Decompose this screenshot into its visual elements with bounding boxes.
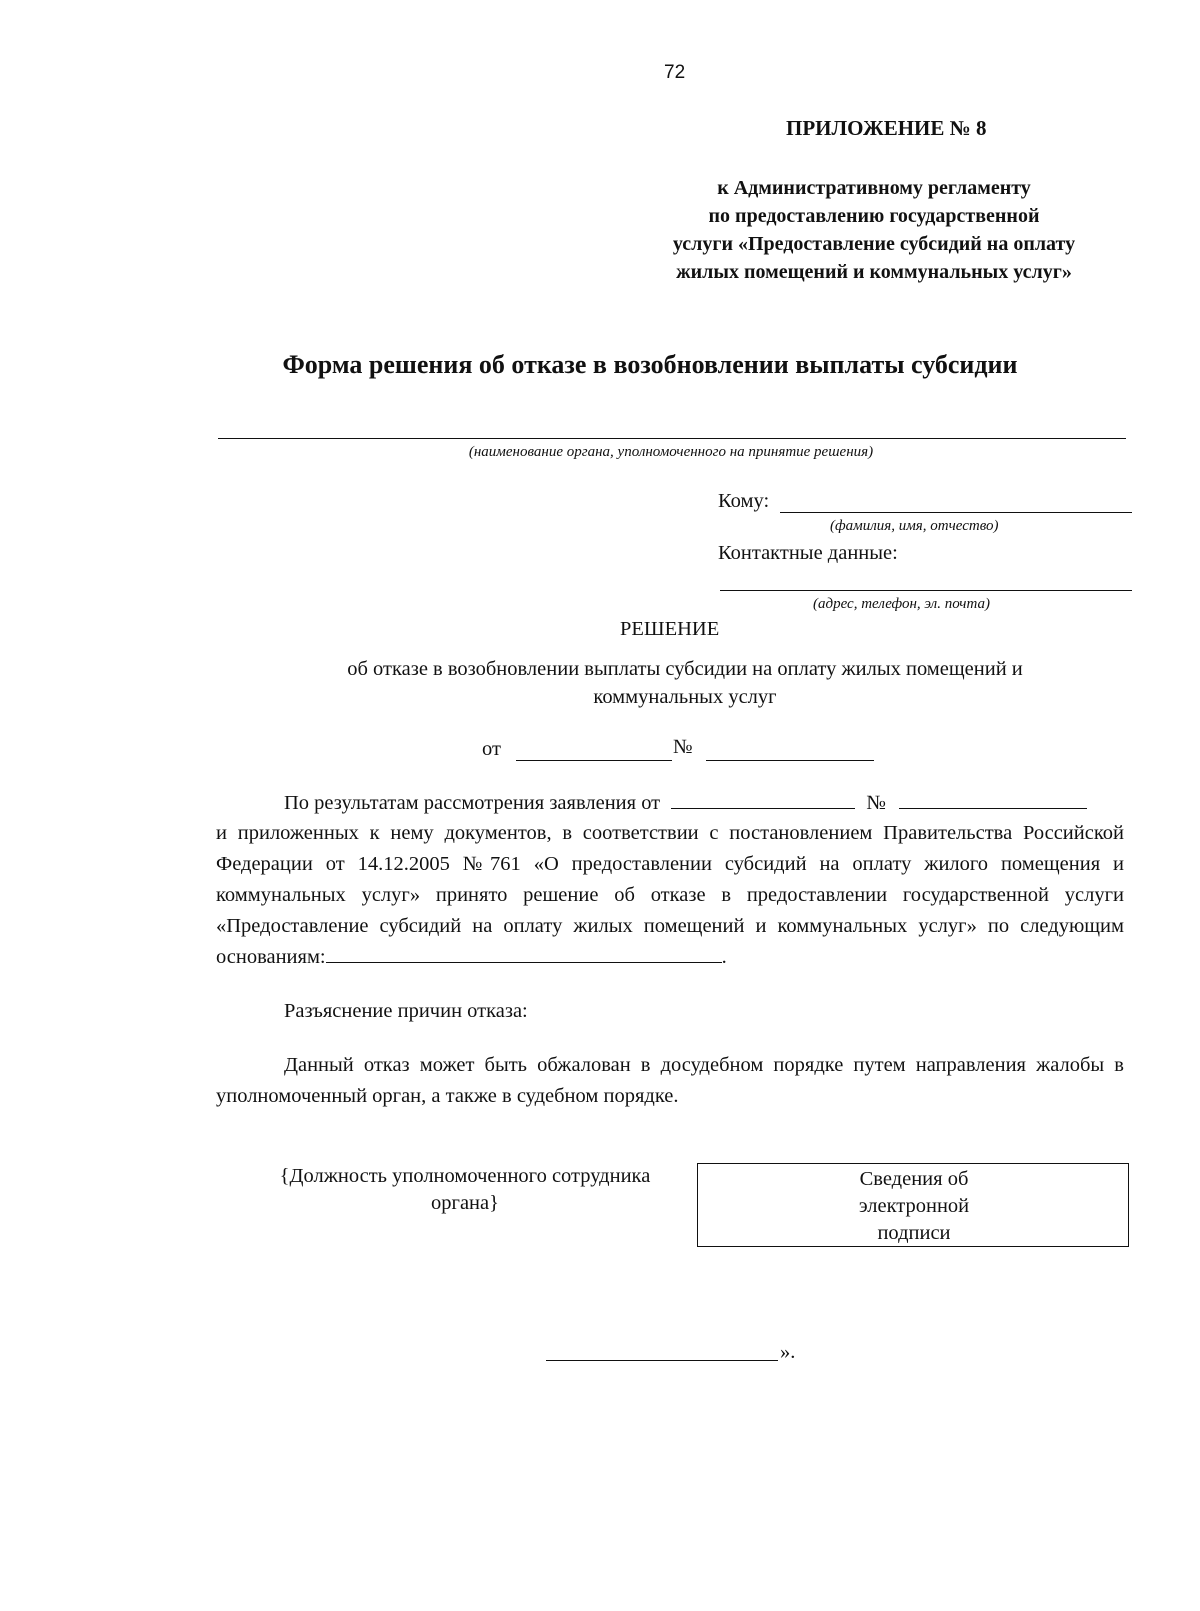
page-number: 72 [664, 62, 686, 83]
decision-heading: РЕШЕНИЕ [620, 618, 720, 640]
recipient-contacts-caption: (адрес, телефон, эл. почта) [813, 596, 990, 612]
footer-blank-line [546, 1360, 778, 1361]
recipient-contacts-label: Контактные данные: [718, 542, 898, 564]
appendix-title: ПРИЛОЖЕНИЕ № 8 [786, 116, 987, 140]
appendix-reference-line: услуги «Предоставление субсидий на оплату [672, 233, 1076, 255]
decision-subtitle-line: коммунальных услуг [593, 686, 777, 708]
application-number-label: № [866, 792, 886, 814]
decision-date-label: от [482, 738, 501, 760]
official-position-line: {Должность уполномоченного сотрудника [279, 1165, 651, 1187]
decision-date-field [516, 760, 672, 761]
recipient-name-caption: (фамилия, имя, отчество) [830, 518, 999, 534]
recipient-to-label: Кому: [718, 490, 770, 512]
application-number-field [899, 790, 1087, 809]
paragraph-end: . [721, 946, 727, 968]
footer-closing-mark: ». [780, 1341, 796, 1363]
form-title: Форма решения об отказе в возобновлении выплаты субсидии [282, 350, 1018, 379]
decision-body-text: и приложенных к нему документов, в соответствии с постановлением Правительства Российской Федерации от 14.12.2005 №761 «О предоставлении субсидий на оплату жилого помещения и коммунальных услуг» принято решение об отказе в предоставлении государственной услуги «Предоставление субсидий на оплату жилых помещений и коммунальных услуг» по следующим основаниям: [216, 822, 1124, 968]
appendix-reference-line: по предоставлению государственной [708, 205, 1040, 227]
decision-number-field [706, 760, 874, 761]
signature-box-line: электронной [858, 1195, 970, 1217]
signature-box-line: Сведения об [859, 1168, 969, 1190]
authority-caption: (наименование органа, уполномоченного на принятие решения) [468, 444, 874, 460]
intro-label: По результатам рассмотрения заявления от [284, 792, 661, 814]
signature-box-line: подписи [877, 1222, 951, 1244]
authority-name-line [218, 438, 1126, 439]
decision-number-label: № [673, 736, 693, 758]
official-position [225, 1163, 705, 1217]
electronic-signature-box [697, 1163, 1129, 1247]
recipient-name-line [780, 512, 1132, 513]
appendix-reference-line: к Административному регламенту [717, 177, 1031, 199]
appendix-reference-line: жилых помещений и коммунальных услуг» [676, 261, 1072, 283]
reasons-label: Разъяснение причин отказа: [284, 1000, 528, 1022]
decision-subtitle-line: об отказе в возобновлении выплаты субсидии на оплату жилых помещений и [347, 658, 1023, 680]
official-position-line: органа} [431, 1192, 499, 1214]
appeal-paragraph: Данный отказ может быть обжалован в досудебном порядке путем направления жалобы в уполномоченный орган, а также в судебном порядке. [216, 1054, 1124, 1107]
grounds-field [326, 944, 722, 963]
intro-line [284, 790, 1087, 815]
decision-body-paragraph [216, 818, 1124, 973]
recipient-contacts-line [720, 590, 1132, 591]
application-date-field [671, 790, 855, 809]
